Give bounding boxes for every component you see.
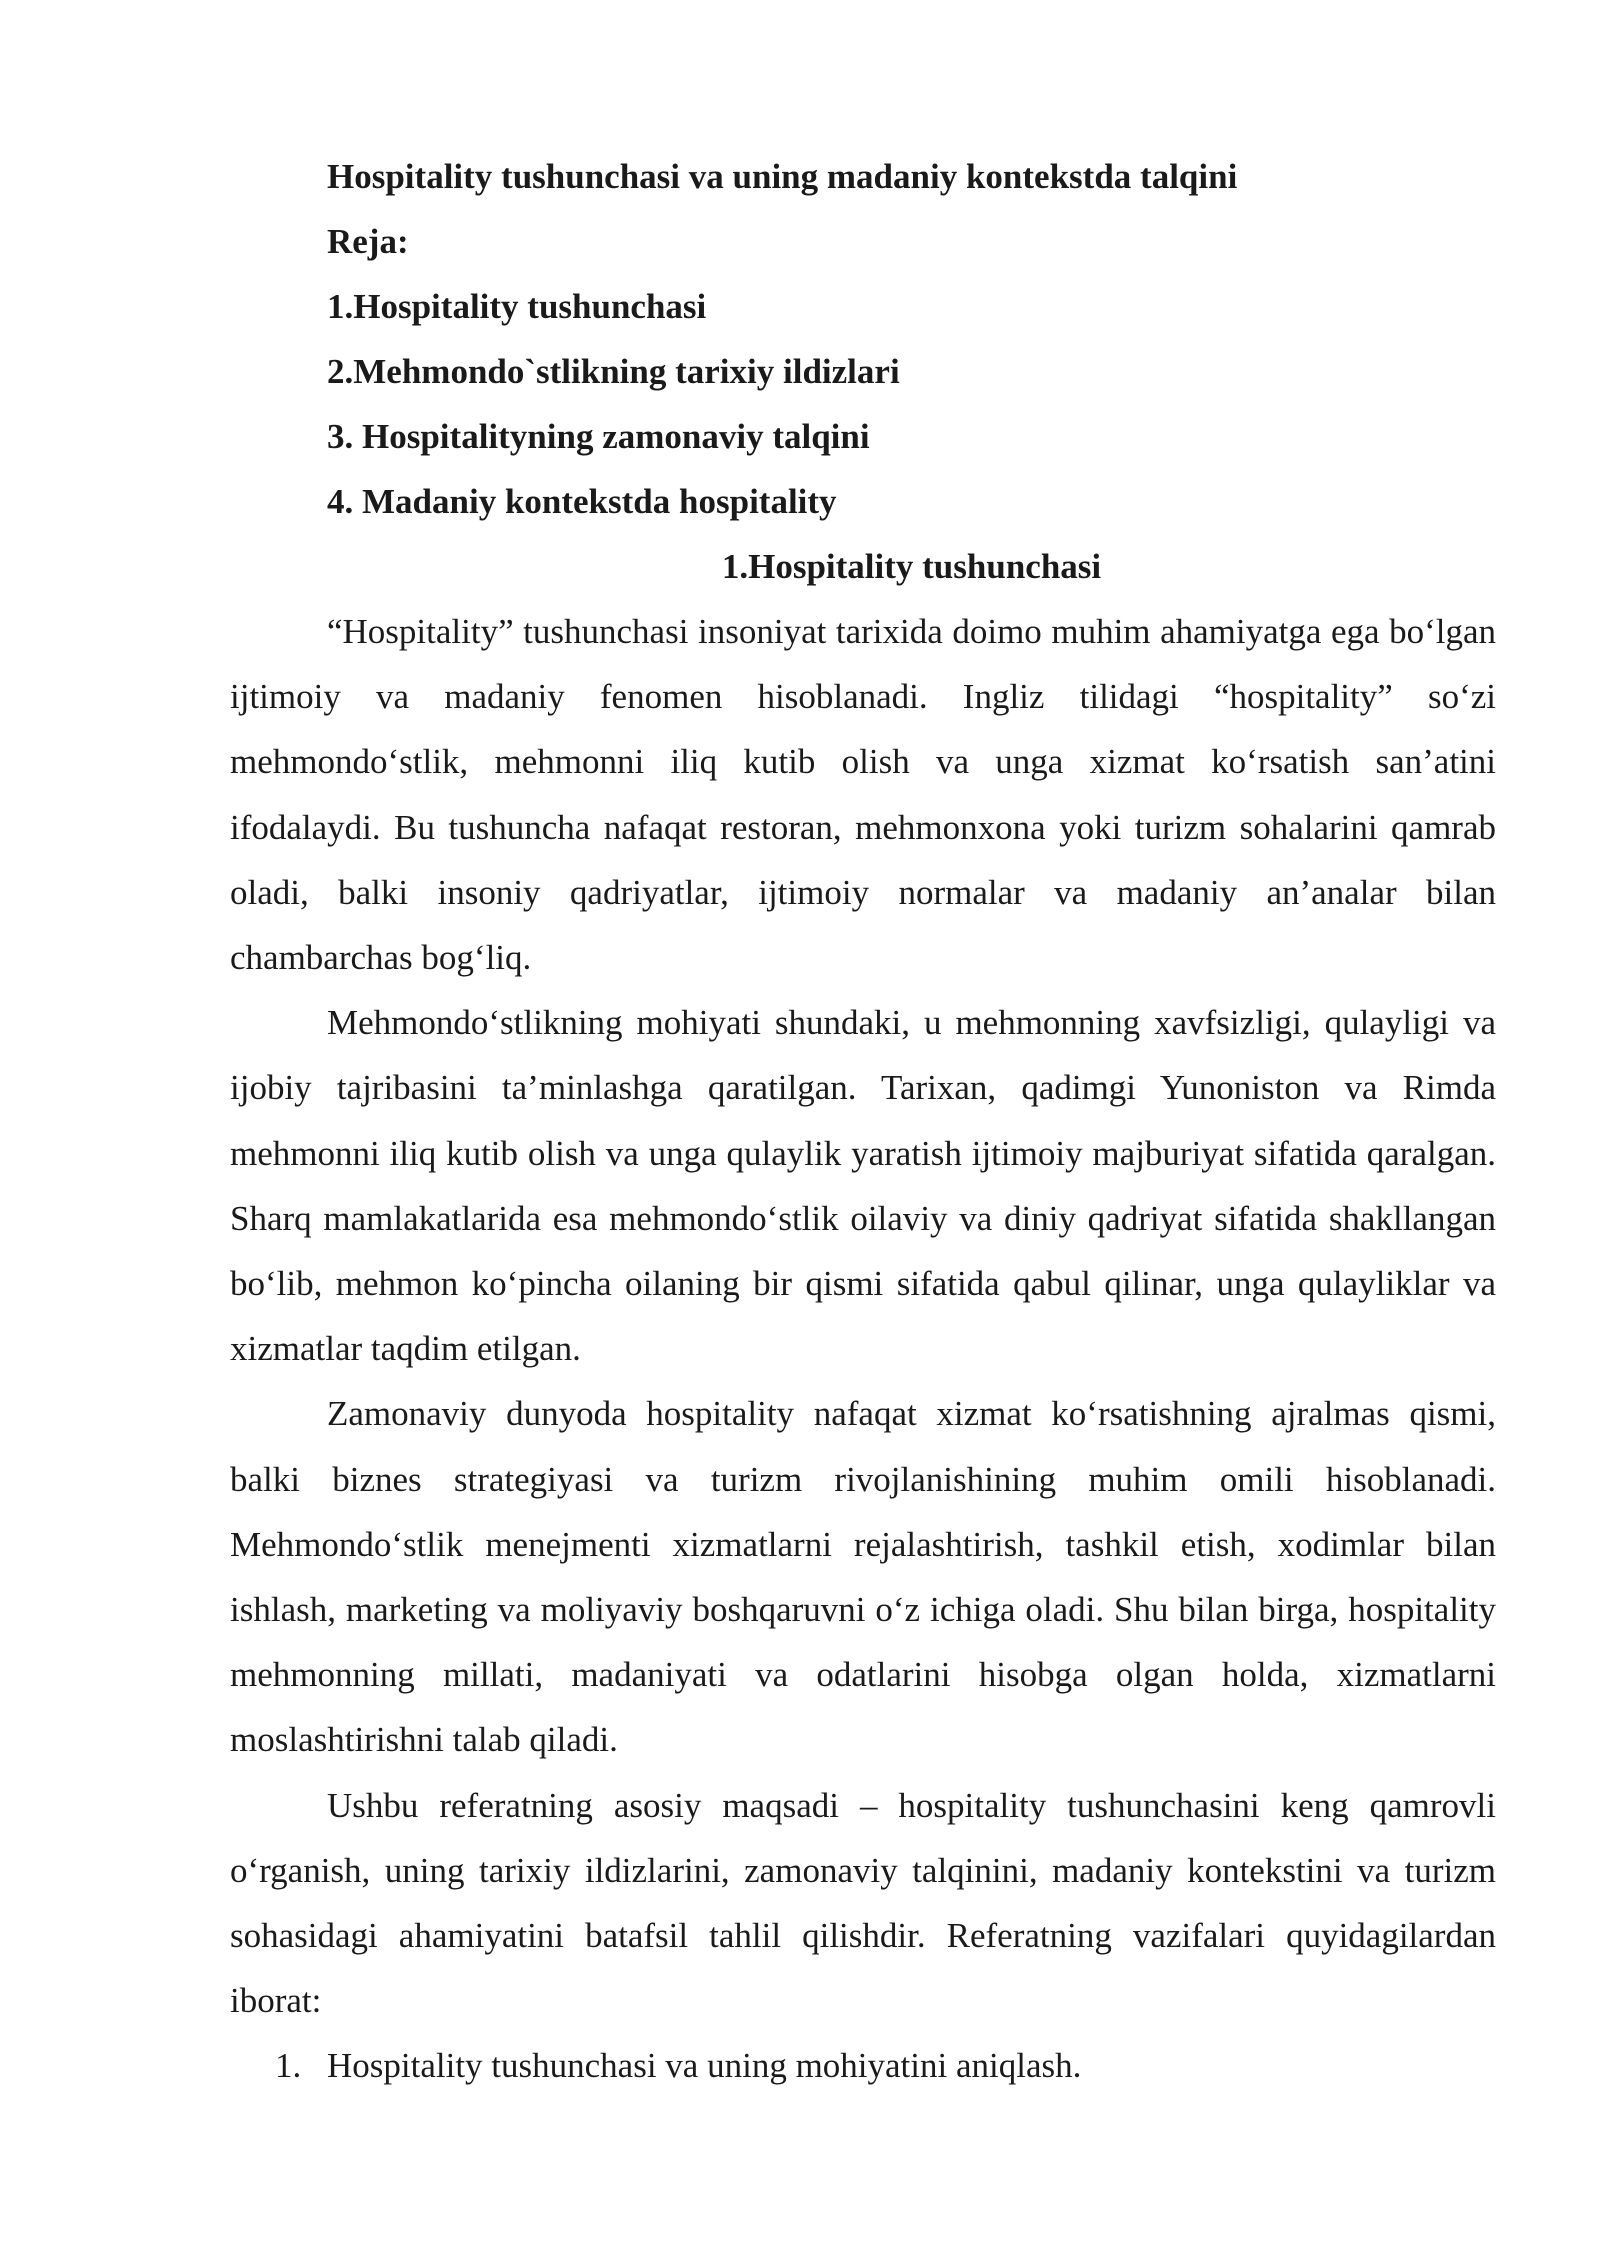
plan-item: 2.Mehmondo`stlikning tarixiy ildizlari [327,352,900,391]
document-body [230,144,1496,2098]
document-title: Hospitality tushunchasi va uning madaniy kontekstda talqini [327,157,1238,196]
body-paragraph: Mehmondo‘stlikning mohiyati shundaki, u mehmonning xavfsizligi, qulayligi va ijobiy tajribasini ta’minlashga qaratilgan. Tarixan, qadimgi Yunoniston va Rimda mehmonni iliq kutib olish va unga qulaylik yaratish ijtimoiy majburiyat sifatida qaralgan. Sharq mamlakatlarida esa mehmondo‘stlik oilaviy va diniy qadriyat sifatida shakllangan bo‘lib, mehmon ko‘pincha oilaning bir qismi sifatida qabul qilinar, unga qulayliklar va xizmatlar taqdim etilgan. [230,1003,1496,1369]
plan-label: Reja: [327,222,409,261]
plan-item: 1.Hospitality tushunchasi [327,287,707,326]
plan-item: 3. Hospitalityning zamonaviy talqini [327,417,870,456]
body-paragraph: “Hospitality” tushunchasi insoniyat tarixida doimo muhim ahamiyatga ega bo‘lgan ijtimoiy va madaniy fenomen hisoblanadi. Ingliz tilidagi “hospitality” so‘zi mehmondo‘stlik, mehmonni iliq kutib olish va unga xizmat ko‘rsatish san’atini ifodalaydi. Bu tushuncha nafaqat restoran, mehmonxona yoki turizm sohalarini qamrab oladi, balki insoniy qadriyatlar, ijtimoiy normalar va madaniy an’analar bilan chambarchas bog‘liq. [230,612,1496,978]
body-paragraph: Zamonaviy dunyoda hospitality nafaqat xizmat ko‘rsatishning ajralmas qismi, balki biznes strategiyasi va turizm rivojlanishining muhim omili hisoblanadi. Mehmondo‘stlik menejmenti xizmatlarni rejalashtirish, tashkil etish, xodimlar bilan ishlash, marketing va moliyaviy boshqaruvni o‘z ichiga oladi. Shu bilan birga, hospitality mehmonning millati, madaniyati va odatlarini hisobga olgan holda, xizmatlarni moslashtirishni talab qiladi. [230,1394,1496,1760]
task-list [230,2033,1496,2098]
list-item-number: 1. [275,2046,302,2086]
list-item [230,2033,1496,2098]
list-item-text: Hospitality tushunchasi va uning mohiyatini aniqlash. [327,2046,1082,2086]
section-heading: 1.Hospitality tushunchasi [721,547,1102,586]
plan-item: 4. Madaniy kontekstda hospitality [327,482,837,521]
body-paragraph: Ushbu referatning asosiy maqsadi – hospitality tushunchasini keng qamrovli o‘rganish, uning tarixiy ildizlarini, zamonaviy talqinini, madaniy kontekstini va turizm sohasidagi ahamiyatini batafsil tahlil qilishdir. Referatning vazifalari quyidagilardan iborat: [230,1785,1496,2021]
